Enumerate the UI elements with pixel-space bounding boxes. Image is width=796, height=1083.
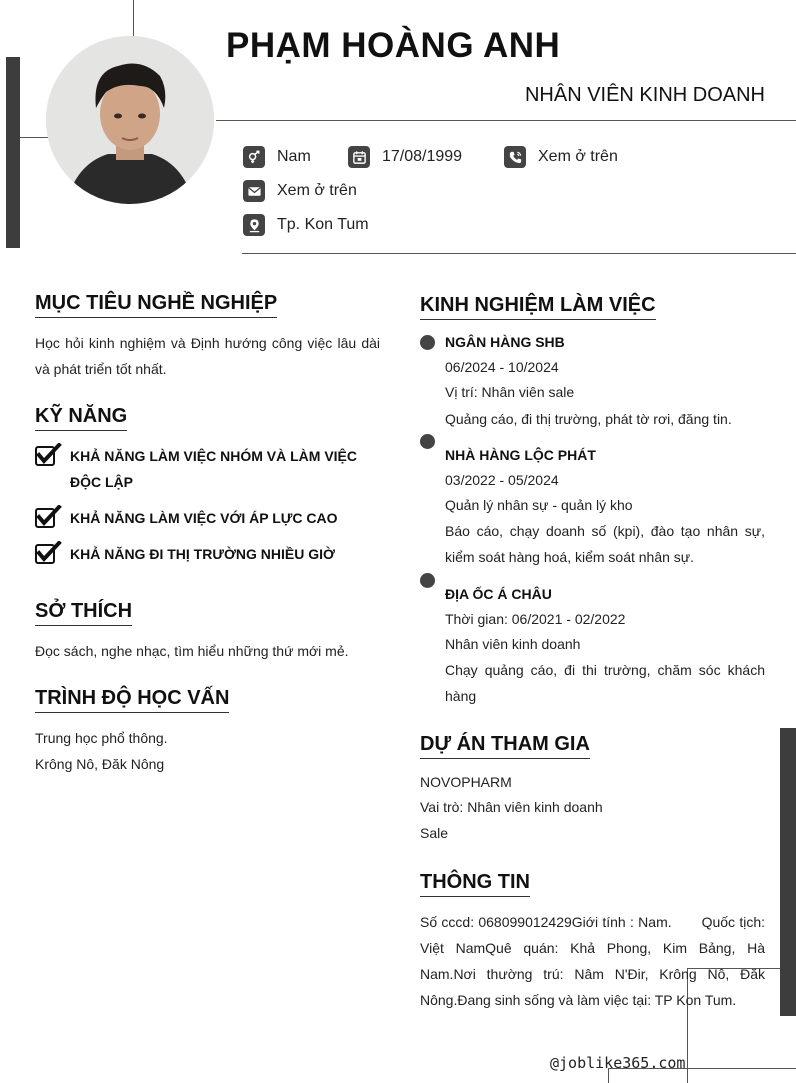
objective-title: MỤC TIÊU NGHỀ NGHIỆP bbox=[35, 292, 277, 318]
candidate-name: PHẠM HOÀNG ANH bbox=[226, 26, 561, 65]
calendar-icon bbox=[348, 146, 370, 168]
address-value: Tp. Kon Tum bbox=[277, 216, 369, 233]
description: Chạy quảng cáo, đi thi trường, chăm sóc khách hàng bbox=[445, 662, 765, 704]
checkbox-checked-icon bbox=[35, 443, 63, 467]
info-title: THÔNG TIN bbox=[420, 871, 530, 897]
info-text: Số cccd: 068099012429Giới tính : Nam. Quốc tịch: Việt NamQuê quán: Khả Phong, Kim Bảng, Hà Nam.Nơi thường trú: Nâm N'Đir, Krông Nô, Đăk Nông.Đang sinh sống và làm việc tại: TP Kon Tum. bbox=[420, 914, 769, 1008]
checkbox-checked-icon bbox=[35, 541, 63, 565]
contact-gender bbox=[243, 146, 311, 168]
job-title: NHÂN VIÊN KINH DOANH bbox=[524, 84, 765, 106]
hobbies-text: Đọc sách, nghe nhạc, tìm hiểu những thứ mới mẻ. bbox=[35, 643, 349, 659]
education-line: Trung học phổ thông. bbox=[35, 730, 168, 746]
experience-item bbox=[445, 443, 765, 570]
watermark: @joblike365.com bbox=[550, 1054, 686, 1072]
skill-label: KHẢ NĂNG ĐI THỊ TRƯỜNG NHIỀU GIỜ bbox=[70, 546, 335, 562]
contact-address bbox=[243, 214, 369, 236]
experience-item bbox=[445, 582, 765, 709]
role: Vị trí: Nhân viên sale bbox=[445, 384, 575, 400]
period: 06/2024 - 10/2024 bbox=[445, 359, 559, 375]
hobbies-title: SỞ THÍCH bbox=[35, 600, 132, 626]
phone-icon bbox=[504, 146, 526, 168]
period: 03/2022 - 05/2024 bbox=[445, 472, 559, 488]
timeline-dot bbox=[420, 434, 435, 449]
avatar bbox=[46, 36, 214, 204]
objective-text: Học hỏi kinh nghiệm và Định hướng công việc lâu dài và phát triển tốt nhất. bbox=[35, 335, 380, 377]
company-name: ĐỊA ỐC Á CHÂU bbox=[445, 586, 552, 602]
birthday-value: 17/08/1999 bbox=[382, 148, 463, 165]
role: Quản lý nhân sự - quản lý kho bbox=[445, 497, 633, 513]
project-line: Vai trò: Nhân viên kinh doanh bbox=[420, 799, 603, 815]
right-accent-bar bbox=[780, 728, 796, 1016]
description: Báo cáo, chạy doanh số (kpi), đào tạo nhân sự, kiểm soát hàng hoá, kiểm soát nhân sự. bbox=[445, 523, 765, 565]
education-line: Krông Nô, Đăk Nông bbox=[35, 756, 165, 772]
education-title: TRÌNH ĐỘ HỌC VẤN bbox=[35, 687, 229, 713]
experience-title: KINH NGHIỆM LÀM VIỆC bbox=[420, 294, 656, 320]
skill-label: KHẢ NĂNG LÀM VIỆC VỚI ÁP LỰC CAO bbox=[70, 510, 338, 526]
company-name: NHÀ HÀNG LỘC PHÁT bbox=[445, 447, 596, 463]
description: Quảng cáo, đi thị trường, phát tờ rơi, đăng tin. bbox=[445, 411, 732, 427]
checkbox-checked-icon bbox=[35, 505, 63, 529]
project-line: NOVOPHARM bbox=[420, 774, 512, 790]
contact-email bbox=[243, 180, 357, 202]
header-divider bbox=[216, 120, 796, 121]
projects-title: DỰ ÁN THAM GIA bbox=[420, 733, 590, 759]
skill-item bbox=[35, 541, 385, 567]
role: Nhân viên kinh doanh bbox=[445, 636, 581, 652]
timeline-dot bbox=[420, 573, 435, 588]
timeline-dot bbox=[420, 335, 435, 350]
skill-item bbox=[35, 505, 385, 531]
period: Thời gian: 06/2021 - 02/2022 bbox=[445, 611, 626, 627]
company-name: NGÂN HÀNG SHB bbox=[445, 334, 565, 350]
phone-value: Xem ở trên bbox=[538, 148, 618, 165]
gender-icon bbox=[243, 146, 265, 168]
left-connector-line bbox=[20, 137, 48, 138]
contact-phone bbox=[504, 146, 618, 168]
skill-label: KHẢ NĂNG LÀM VIỆC NHÓM VÀ LÀM VIỆC ĐỘC LẬP bbox=[70, 448, 357, 490]
experience-item bbox=[445, 330, 765, 433]
project-line: Sale bbox=[420, 825, 449, 841]
email-value: Xem ở trên bbox=[277, 182, 357, 199]
contact-divider bbox=[242, 253, 796, 254]
mail-icon bbox=[243, 180, 265, 202]
left-accent-bar bbox=[6, 57, 20, 248]
top-vertical-line bbox=[133, 0, 134, 38]
skills-title: KỸ NĂNG bbox=[35, 405, 127, 431]
location-icon bbox=[243, 214, 265, 236]
contact-birthday bbox=[348, 146, 462, 168]
skill-item bbox=[35, 443, 385, 495]
gender-value: Nam bbox=[277, 148, 311, 165]
